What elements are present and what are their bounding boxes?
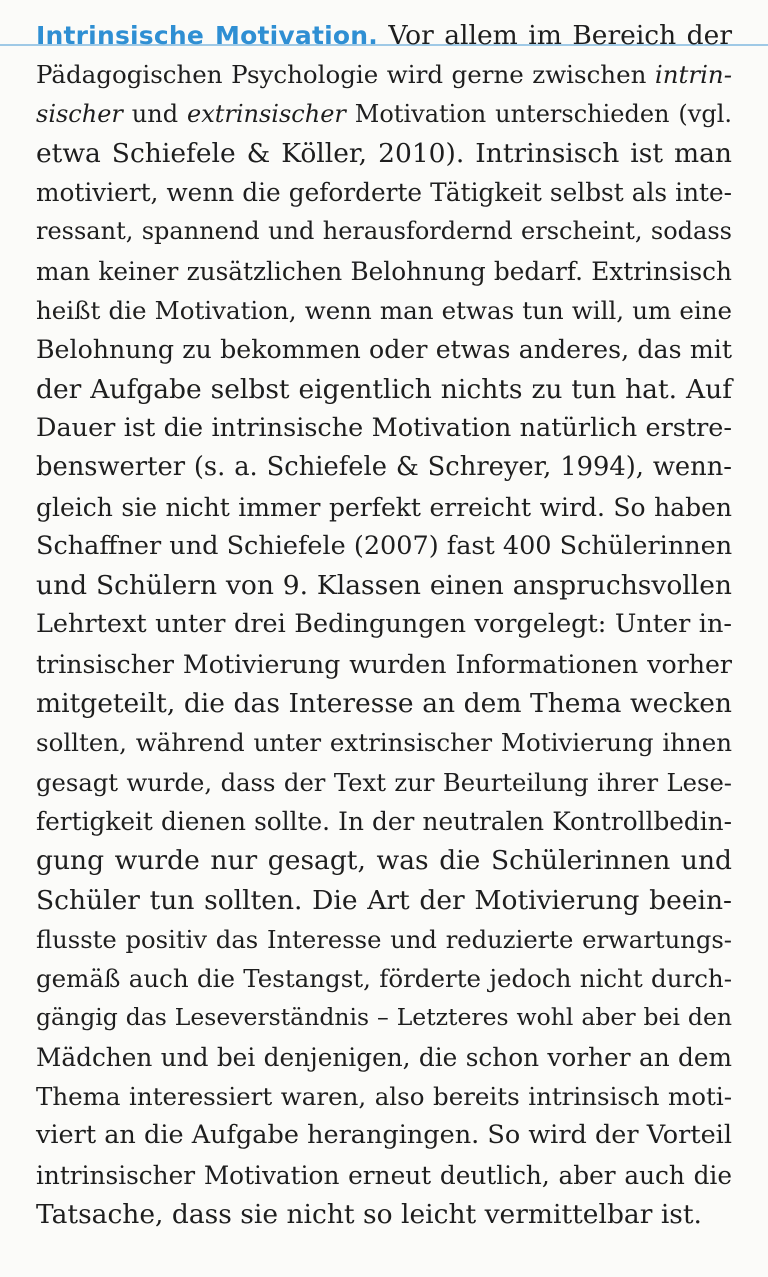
section-heading: Intrinsische Motivation. — [36, 21, 378, 50]
paragraph-line: viert an die Aufgabe herangingen. So wird der Vorteil — [36, 1120, 732, 1151]
paragraph-line: benswerter (s. a. Schiefele & Schreyer, 1994), wenn- — [36, 452, 732, 483]
paragraph-line: sischer und extrinsischer Motivation unterschieden (vgl. — [36, 99, 732, 128]
paragraph-line: heißt die Motivation, wenn man etwas tun will, um eine — [36, 296, 732, 326]
paragraph-line: Dauer ist die intrinsische Motivation natürlich erstre- — [36, 412, 732, 443]
paragraph-line: sollten, während unter extrinsischer Motivierung ihnen — [36, 728, 732, 758]
paragraph-last-line: Tatsache, dass sie nicht so leicht vermittelbar ist. — [36, 1198, 702, 1230]
paragraph-line: gesagt wurde, dass der Text zur Beurteilung ihrer Lese- — [36, 767, 732, 797]
paragraph-line: mitgeteilt, die das Interesse an dem Thema wecken — [36, 688, 732, 720]
paragraph-line: Schüler tun sollten. Die Art der Motivierung beein- — [36, 884, 732, 916]
body-paragraph — [36, 16, 732, 1234]
paragraph-line: Thema interessiert waren, also bereits intrinsisch moti- — [36, 1082, 732, 1112]
paragraph-line: etwa Schiefele & Köller, 2010). Intrinsisch ist man — [36, 137, 732, 169]
paragraph-line: der Aufgabe selbst eigentlich nichts zu tun hat. Auf — [36, 373, 732, 405]
paragraph-line: gängig das Leseverständnis – Letzteres wohl aber bei den — [36, 1003, 732, 1032]
paragraph-line: und Schülern von 9. Klassen einen anspruchsvollen — [36, 570, 732, 602]
paragraph-line: Schaffner und Schiefele (2007) fast 400 Schülerinnen — [36, 530, 733, 561]
paragraph-line: gemäß auch die Testangst, förderte jedoch nicht durch- — [36, 964, 732, 994]
paragraph-line: Belohnung zu bekommen oder etwas anderes, das mit — [36, 335, 732, 365]
paragraph-line: ressant, spannend und herausfordernd erscheint, sodass — [36, 217, 732, 246]
paragraph-line: gleich sie nicht immer perfekt erreicht wird. So haben — [36, 492, 732, 522]
paragraph-line: Intrinsische Motivation. Vor allem im Bereich der — [36, 20, 732, 51]
paragraph-line: Lehrtext unter drei Bedingungen vorgelegt: Unter in- — [36, 609, 732, 640]
paragraph-line: Pädagogischen Psychologie wird gerne zwischen intrin- — [36, 60, 732, 90]
paragraph-line: motiviert, wenn die geforderte Tätigkeit selbst als inte- — [36, 178, 732, 208]
paragraph-line: trinsischer Motivierung wurden Informationen vorher — [36, 649, 732, 679]
italic-term: intrin- — [654, 60, 732, 90]
italic-term: extrinsischer — [187, 99, 346, 128]
paragraph-line: gung wurde nur gesagt, was die Schülerinnen und — [36, 845, 732, 877]
italic-term: sischer — [36, 99, 123, 128]
paragraph-line: flusste positiv das Interesse und reduzierte erwartungs- — [36, 924, 732, 954]
paragraph-line: Mädchen und bei denjenigen, die schon vorher an dem — [36, 1042, 732, 1072]
paragraph-line: man keiner zusätzlichen Belohnung bedarf. Extrinsisch — [36, 256, 732, 286]
paragraph-line: fertigkeit dienen sollte. In der neutralen Kontrollbedin- — [36, 806, 732, 836]
paragraph-line: intrinsischer Motivation erneut deutlich, aber auch die — [36, 1160, 732, 1190]
